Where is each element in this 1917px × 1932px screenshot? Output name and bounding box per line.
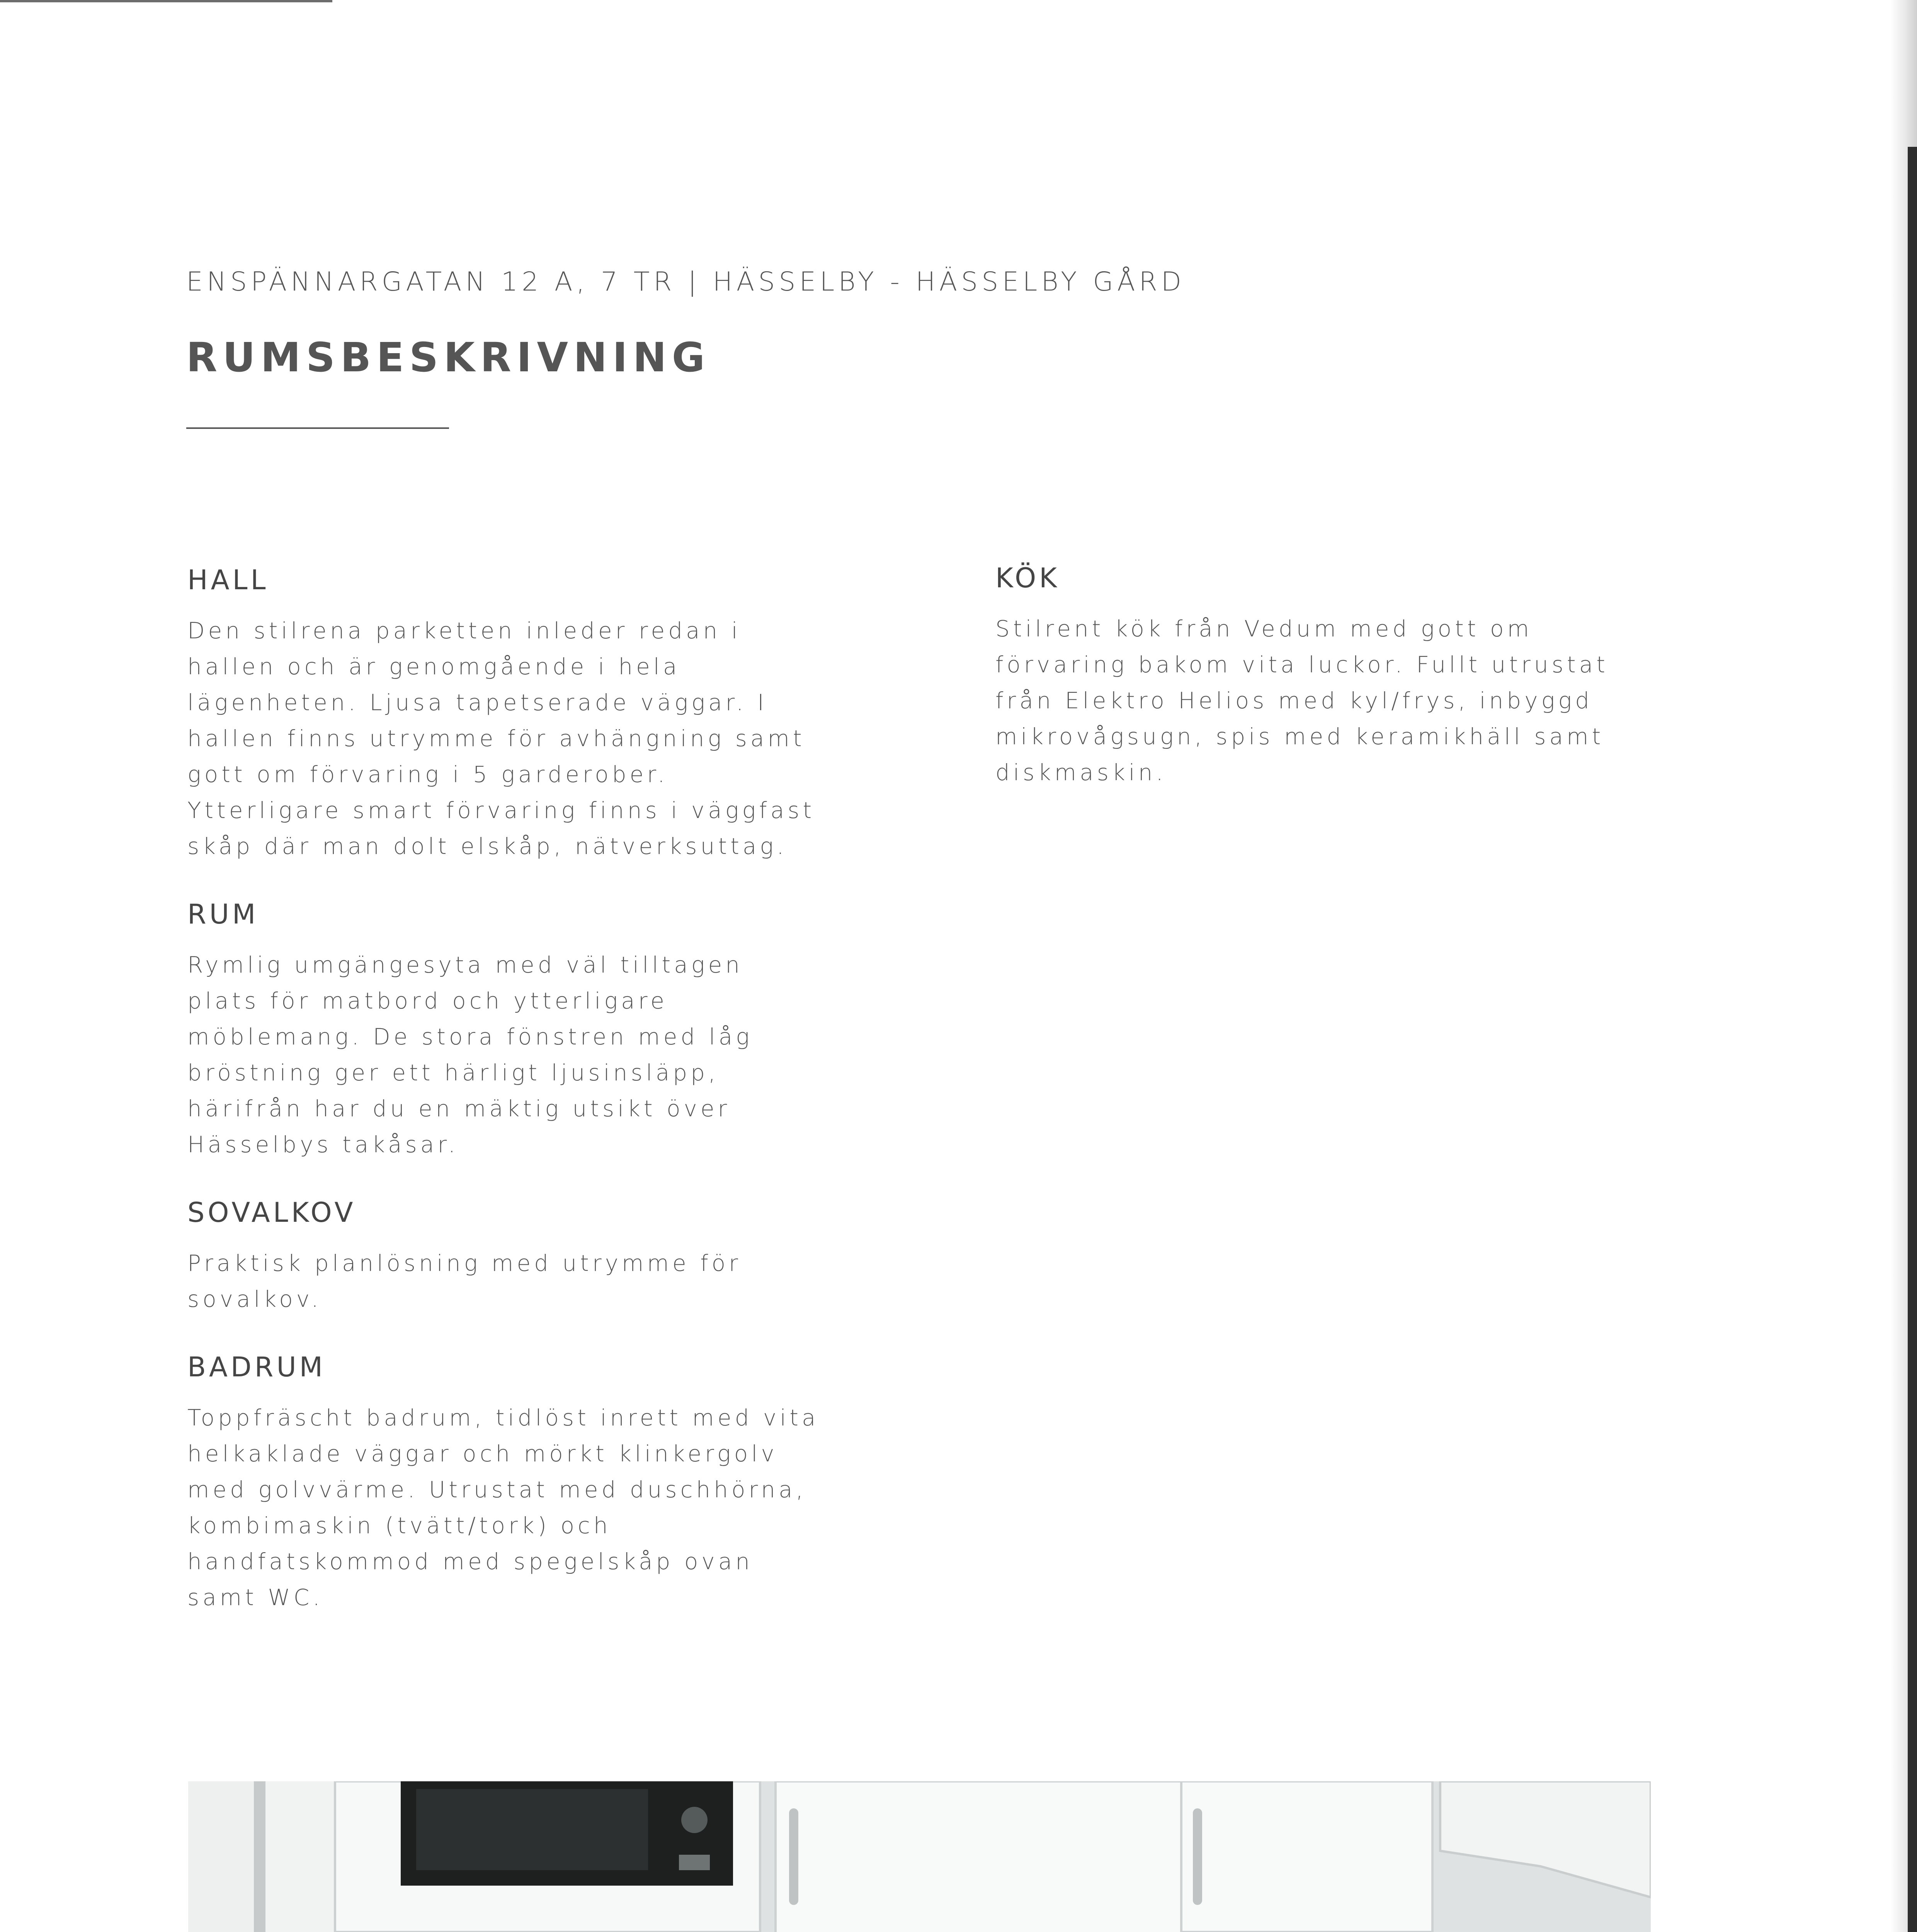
title-divider: [186, 427, 449, 429]
section-kok: [995, 562, 1668, 791]
text-line: bröstning ger ett härligt ljusinsläpp,: [187, 1060, 719, 1086]
page-header: [186, 267, 1577, 429]
text-line: Toppfräscht badrum, tidlöst inrett med vita: [187, 1405, 819, 1431]
wall-cabinet: [1181, 1781, 1432, 1932]
text-line: härifrån har du en mäktig utsikt över: [187, 1095, 731, 1122]
section-heading: SOVALKOV: [187, 1197, 356, 1228]
text-line: skåp där man dolt elskåp, nätverksuttag.: [187, 833, 788, 859]
text-line: från Elektro Helios med kyl/frys, inbyggd: [995, 687, 1593, 714]
text-line: Hässelbys takåsar.: [187, 1131, 459, 1158]
scan-edge-top: [0, 0, 332, 2]
left-column: [187, 564, 860, 1650]
section-text: [187, 1400, 860, 1616]
text-line: hallen finns utrymme för avhängning samt: [187, 725, 805, 752]
section-heading: RUM: [187, 898, 259, 930]
right-column: [995, 562, 1668, 825]
page-title: RUMSBESKRIVNING: [186, 334, 711, 381]
text-line: sovalkov.: [187, 1286, 322, 1312]
scan-edge-right: [1908, 147, 1917, 1932]
section-hall: [187, 564, 860, 864]
text-line: gott om förvaring i 5 garderober.: [187, 761, 668, 787]
wall-cabinet: [776, 1781, 1181, 1932]
section-heading: HALL: [187, 564, 269, 596]
text-line: Praktisk planlösning med utrymme för: [187, 1250, 742, 1276]
text-line: Den stilrena parketten inleder redan i: [187, 617, 741, 644]
text-line: hallen och är genomgående i hela: [187, 653, 680, 680]
text-line: med golvvärme. Utrustat med duschhörna,: [187, 1476, 807, 1503]
text-line: Ytterligare smart förvaring finns i väggfast: [187, 797, 815, 823]
text-line: kombimaskin (tvätt/tork) och: [187, 1512, 611, 1539]
section-text: [995, 611, 1668, 791]
section-badrum: [187, 1351, 860, 1616]
text-line: mikrovågsugn, spis med keramikhäll samt: [995, 723, 1604, 750]
section-text: [187, 947, 860, 1163]
text-line: lägenheten. Ljusa tapetserade väggar. I: [187, 689, 768, 716]
text-line: Rymlig umgängesyta med väl tilltagen: [187, 952, 743, 978]
section-rum: [187, 898, 860, 1163]
kitchen-photo: [188, 1781, 1651, 1932]
section-heading: BADRUM: [187, 1351, 326, 1383]
property-address: ENSPÄNNARGATAN 12 A, 7 TR | HÄSSELBY - HÄSSELBY GÅRD: [186, 267, 1186, 297]
section-text: [187, 1245, 860, 1317]
text-line: plats för matbord och ytterligare: [187, 988, 668, 1014]
section-heading: KÖK: [995, 562, 1060, 594]
text-line: handfatskommod med spegelskåp ovan: [187, 1548, 753, 1575]
text-line: samt WC.: [187, 1584, 323, 1611]
section-text: [187, 613, 860, 864]
text-line: helkaklade väggar och mörkt klinkergolv: [187, 1440, 778, 1467]
text-line: förvaring bakom vita luckor. Fullt utrustat: [995, 651, 1609, 678]
text-line: diskmaskin.: [995, 759, 1167, 786]
section-sovalkov: [187, 1197, 860, 1317]
text-line: möblemang. De stora fönstren med låg: [187, 1024, 753, 1050]
text-line: Stilrent kök från Vedum med gott om: [995, 616, 1533, 642]
kitchen-illustration: [188, 1781, 1651, 1932]
